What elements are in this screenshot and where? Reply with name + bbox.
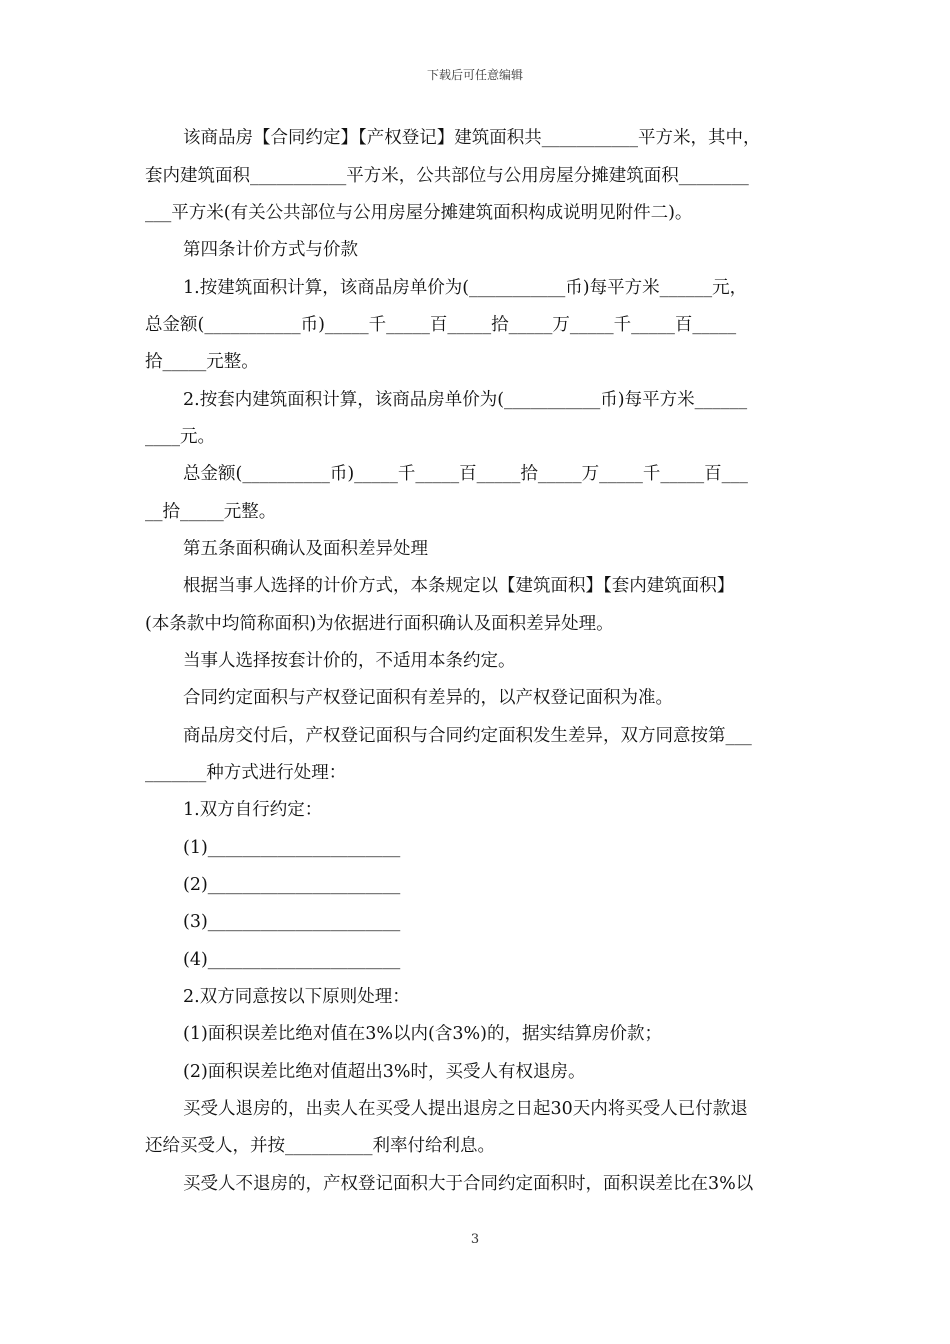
paragraph-line: 还给买受人，并按__________利率付给利息。 bbox=[145, 1136, 495, 1156]
paragraph-line: __拾_____元整。 bbox=[145, 502, 277, 522]
list-item: (4)______________________ bbox=[183, 950, 401, 970]
list-item: (3)______________________ bbox=[183, 912, 401, 932]
paragraph-line: 1.按建筑面积计算，该商品房单价为(___________币)每平方米______元， bbox=[183, 278, 748, 298]
section-heading: 第四条计价方式与价款 bbox=[183, 240, 358, 260]
paragraph-line: ___平方米(有关公共部位与公用房屋分摊建筑面积构成说明见附件二)。 bbox=[145, 203, 693, 223]
list-item: (2)面积误差比绝对值超出3%时，买受人有权退房。 bbox=[183, 1062, 586, 1082]
paragraph-line: 合同约定面积与产权登记面积有差异的，以产权登记面积为准。 bbox=[183, 688, 673, 708]
paragraph-line: _______种方式进行处理： bbox=[145, 763, 347, 783]
paragraph-line: 该商品房【合同约定】【产权登记】建筑面积共___________平方米，其中， bbox=[183, 128, 761, 148]
list-item: 1.双方自行约定： bbox=[183, 800, 323, 820]
paragraph-line: 总金额(___________币)_____千_____百_____拾_____万_____千_____百_____ bbox=[145, 315, 737, 335]
paragraph-line: (本条款中均简称面积)为依据进行面积确认及面积差异处理。 bbox=[145, 614, 614, 634]
page-header: 下载后可任意编辑 bbox=[426, 68, 523, 82]
paragraph-line: 总金额(__________币)_____千_____百_____拾_____万_____千_____百___ bbox=[183, 464, 748, 484]
paragraph-line: 拾_____元整。 bbox=[145, 352, 259, 372]
paragraph-line: ____元。 bbox=[145, 427, 215, 447]
list-item: (2)______________________ bbox=[183, 875, 401, 895]
paragraph-line: 当事人选择按套计价的，不适用本条约定。 bbox=[183, 651, 516, 671]
paragraph-line: 套内建筑面积___________平方米，公共部位与公用房屋分摊建筑面积________ bbox=[145, 166, 749, 186]
paragraph-line: 2.按套内建筑面积计算，该商品房单价为(___________币)每平方米______ bbox=[183, 390, 748, 410]
list-item: (1)面积误差比绝对值在3%以内(含3%)的，据实结算房价款； bbox=[183, 1024, 662, 1044]
paragraph-line: 买受人不退房的，产权登记面积大于合同约定面积时，面积误差比在3%以 bbox=[183, 1174, 754, 1194]
paragraph-line: 买受人退房的，出卖人在买受人提出退房之日起30天内将买受人已付款退 bbox=[183, 1099, 748, 1119]
page-number: 3 bbox=[470, 1232, 480, 1247]
paragraph-line: 根据当事人选择的计价方式，本条规定以【建筑面积】【套内建筑面积】 bbox=[183, 576, 735, 596]
list-item: 2.双方同意按以下原则处理： bbox=[183, 987, 410, 1007]
section-heading: 第五条面积确认及面积差异处理 bbox=[183, 539, 428, 559]
paragraph-line: 商品房交付后，产权登记面积与合同约定面积发生差异，双方同意按第___ bbox=[183, 726, 752, 746]
list-item: (1)______________________ bbox=[183, 838, 401, 858]
